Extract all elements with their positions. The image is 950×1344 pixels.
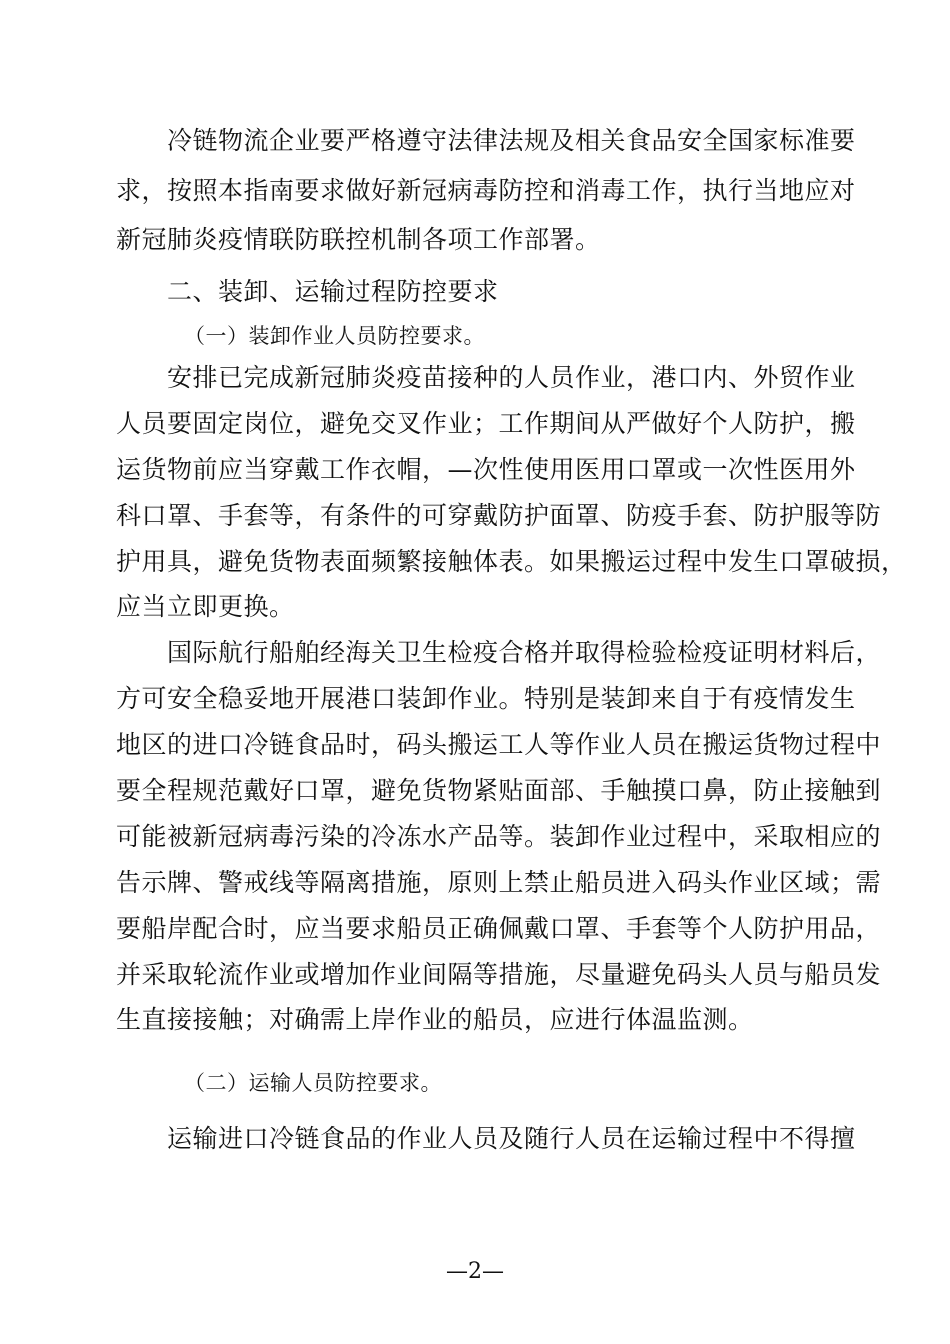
paragraph-3-line-8: 并采取轮流作业或增加作业间隔等措施，尽量避免码头人员与船员发 [116,960,882,989]
paragraph-2-line-5: 护用具，避免货物表面频繁接触体表。如果搬运过程中发生口罩破损， [116,547,907,576]
paragraph-2-line-1: 安排已完成新冠肺炎疫苗接种的人员作业，港口内、外贸作业 [167,363,856,392]
subheading-2: （二）运输人员防控要求。 [184,1071,442,1095]
paragraph-2-line-2: 人员要固定岗位，避免交叉作业；工作期间从严做好个人防护，搬 [116,409,856,438]
paragraph-3-line-9: 生直接接触；对确需上岸作业的船员，应进行体温监测。 [116,1005,754,1034]
paragraph-3-line-1: 国际航行船舶经海关卫生检疫合格并取得检验检疫证明材料后， [167,638,882,667]
paragraph-1-line-3: 新冠肺炎疫情联防联控机制各项工作部署。 [116,225,601,254]
paragraph-3-line-4: 要全程规范戴好口罩，避免货物紧贴面部、手触摸口鼻，防止接触到 [116,776,882,805]
paragraph-3-line-7: 要船岸配合时，应当要求船员正确佩戴口罩、手套等个人防护用品， [116,914,882,943]
paragraph-2-line-6: 应当立即更换。 [116,592,295,621]
paragraph-3-line-2: 方可安全稳妥地开展港口装卸作业。特别是装卸来自于有疫情发生 [116,684,856,713]
page-number: —2— [446,1259,504,1284]
subheading-1: （一）装卸作业人员防控要求。 [184,324,485,348]
paragraph-2-line-3: 运货物前应当穿戴工作衣帽，—次性使用医用口罩或一次性医用外 [116,455,856,484]
paragraph-2-line-4: 科口罩、手套等，有条件的可穿戴防护面罩、防疫手套、防护服等防 [116,501,882,530]
section-heading: 二、装卸、运输过程防控要求 [167,277,499,306]
paragraph-1-line-2: 求，按照本指南要求做好新冠病毒防控和消毒工作，执行当地应对 [116,176,856,205]
paragraph-1-line-1: 冷链物流企业要严格遵守法律法规及相关食品安全国家标准要 [167,126,856,155]
paragraph-3-line-3: 地区的进口冷链食品时，码头搬运工人等作业人员在搬运货物过程中 [116,730,882,759]
paragraph-3-line-6: 告示牌、警戒线等隔离措施，原则上禁止船员进入码头作业区域；需 [116,868,882,897]
paragraph-4-line-1: 运输进口冷链食品的作业人员及随行人员在运输过程中不得擅 [167,1124,856,1153]
paragraph-3-line-5: 可能被新冠病毒污染的冷冻水产品等。装卸作业过程中，采取相应的 [116,822,882,851]
